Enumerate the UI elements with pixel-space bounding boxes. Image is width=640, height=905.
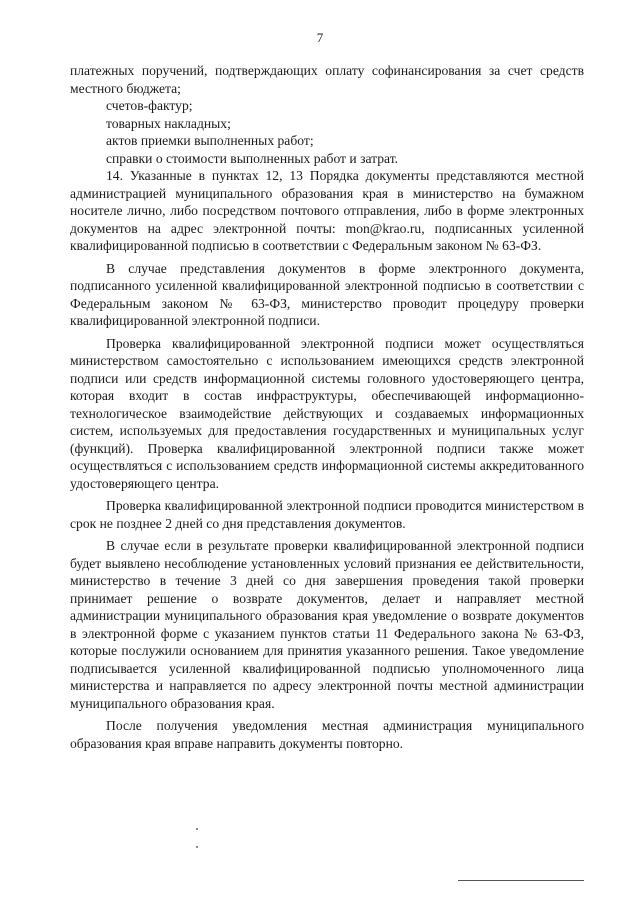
page-number: 7 (316, 30, 324, 45)
document-body (70, 62, 584, 752)
paragraph-resubmission: После получения уведомления местная администрация муниципального образования края вправе направить документы повторно. (70, 718, 584, 751)
list-item-waybills: товарных накладных; (106, 115, 231, 131)
list-item-acceptance-acts: актов приемки выполненных работ; (106, 133, 314, 148)
paragraph-signature-verification: Проверка квалифицированной электронной подписи может осуществляться министерством самостоятельно с использованием имеющихся средств электронной подписи или средств информационной системы головного удостоверяющего центра, которая входит в состав инфраструктуры, обеспечивающей информационно-технологическое взаимодействие действующих и создаваемых информационных систем, используемых для предоставления государственных и муниципальных услуг (функций). Проверка квалифицированной электронной подписи также может осуществляться с использованием средств информационной системы аккредитованного удостоверяющего центра. (70, 335, 584, 491)
scan-speck (196, 828, 198, 830)
paragraph-item-14: 14. Указанные в пунктах 12, 13 Порядка документы представляются местной администрацией муниципального образования края в министерство на бумажном носителе лично, либо посредством почтового отправления, либо в форме электронных документов на адрес электронной почты: mon@krao.ru, подписанных усиленной квалифицированной подписью в соответствии с Федеральным законом № 63-ФЗ. (70, 168, 584, 253)
scan-speck (196, 846, 198, 848)
paragraph-electronic-submission: В случае представления документов в форме электронного документа, подписанного усиленной квалифицированной электронной подписью в соответствии с Федеральным законом № 63-ФЗ, министерство проводит процедуру проверки квалифицированной электронной подписи. (70, 260, 584, 328)
footer-rule (458, 880, 584, 881)
list-item-invoices: счетов-фактур; (106, 98, 193, 113)
paragraph-return-decision: В случае если в результате проверки квалифицированной электронной подписи будет выявлено несоблюдение установленных условий признания ее действительности, министерство в течение 3 дней со дня завершения проведения такой проверки принимает решение о возврате документов, делает и направляет местной администрации муниципального образования края уведомление о возврате документов в электронной форме с указанием пунктов статьи 11 Федерального закона № 63-ФЗ, которые послужили основанием для принятия указанного решения. Такое уведомление подписывается усиленной квалифицированной подписью уполномоченного лица министерства и направляется по адресу электронной почты местной администрации муниципального образования края. (70, 538, 584, 711)
list-item-cost-statement: справки о стоимости выполненных работ и затрат. (106, 150, 399, 166)
paragraph-payment-orders: платежных поручений, подтверждающих оплату софинансирования за счет средств местного бюджета; (70, 63, 584, 96)
paragraph-verification-deadline: Проверка квалифицированной электронной подписи проводится министерством в срок не позднее 2 дней со дня представления документов. (70, 498, 584, 531)
